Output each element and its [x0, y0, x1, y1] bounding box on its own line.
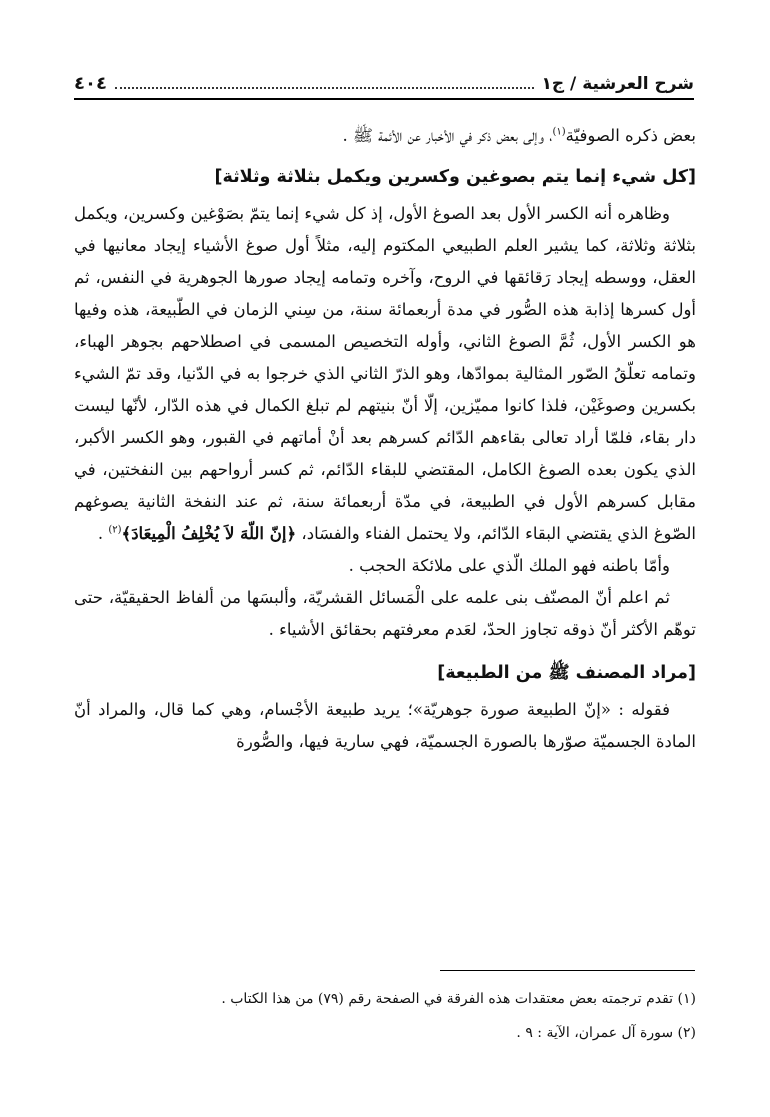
section-heading-2: [مراد المصنف ﷺ من الطبيعة]: [437, 663, 696, 683]
intro-text: بعض ذكره الصوفيّة: [565, 126, 696, 145]
quran-verse: ﴿إنّ اللّهَ لاَ يُخْلِفُ الْمِيعَادَ﴾: [121, 524, 297, 543]
body-text: وظاهره أنه الكسر الأول بعد الصوغ الأول، إذ كل شيء إنما يتمّ بصَوْغين وكسرين، ويكمل بثلاثة وثلاثة، كما يشير العلم الطبيعي المكتوم إليه، مثلاً أول صوغ الأشياء إيجاد معانيها في العقل، ووسطه إيجاد رَقائقها في الروح، وآخره وتمامه إيجاد صورها الجوهرية في النفس، ثم أول كسرها إذابة هذه الصُّور في مدة أربعمائة سنة، من سِني الزمان في الطّبيعة، هذه وفيها هو الكسر الأول، ثُمَّ الصوغ الثاني، وأوله التخصيص المسمى في اصطلاحهم بجوهر الهباء، وتمامه تعلّقُ الصّور المثالية بموادّها، وهو الذرّ الثاني الذي خرجوا به في الدّنيا، وقد تمّ الشيء بكسرين وصوغَيْن، فلذا كانوا مميّزين، إلّا أنّ بنيتهم لم تبلغ الكمال في هذه الدّار، لأنّها ليست دار بقاء، فلمّا أراد تعالى بقاءهم الدّائم كسرهم بعد أنْ أماتهم في القبور، وهو الكسر الأكبر، الذي يكون بعده الصوغ الكامل، المقتضي للبقاء الدّائم، ثم كسر أرواحهم بين النفختين، في مقابل كسرهم الأول في الطبيعة، في مدّة أربعمائة سنة، ثم عند النفخة الثانية يصوغهم الصّوغ الذي يقتضي البقاء الدّائم، ولا يحتمل الفناء والفسَاد،: [74, 204, 696, 543]
page-body: [74, 120, 696, 758]
header-leader-dots: [115, 87, 534, 89]
intro-text-cont: ، وإلى بعض ذكر في الأخبار عن الأئمة ﷺ .: [342, 126, 553, 145]
footnote-text: سورة آل عمران، الآية : ٩ .: [516, 1025, 674, 1041]
body-paragraph-4: فقوله : «إنّ الطبيعة صورة جوهريّة»؛ يريد طبيعة الأجْسام، وهي كما قال، والمراد أنّ المادة الجسميّة صوّرها بالصورة الجسميّة، فهي سارية فيها، والصُّورة: [74, 700, 696, 751]
footnote-ref-1: (١): [552, 126, 566, 138]
footnote-text: تقدم ترجمته بعض معتقدات هذه الفرقة في الصفحة رقم (٧٩) من هذا الكتاب .: [221, 991, 674, 1007]
footnote-ref-2: (٢): [108, 524, 122, 536]
running-title: شرح العرشية / ج١: [541, 74, 694, 94]
body-paragraph-3: ثم اعلم أنّ المصنّف بنى علمه على الْمَسائل القشريّة، وألبسَها من ألفاظ الحقيقيّة، حتى توهّم الأكثر أنّ ذوقه تجاوز الحدّ، لعَدم معرفتهم بحقائق الأشياء .: [74, 588, 696, 639]
footnote-2: [74, 1019, 696, 1047]
footnote-1: [74, 985, 696, 1013]
footnote-marker: (٢): [677, 1025, 696, 1041]
body-paragraph-1: [74, 198, 696, 550]
intro-paragraph: [74, 120, 696, 152]
page-number: ٤٠٤: [74, 73, 107, 94]
footnotes: [74, 985, 696, 1053]
footnote-separator: [440, 970, 695, 971]
body-paragraph-2: وأمّا باطنه فهو الملك الّذي على ملائكة الحجب .: [348, 556, 670, 575]
page-header: [74, 70, 694, 100]
footnote-marker: (١): [677, 991, 696, 1007]
paragraph-end: .: [97, 524, 109, 543]
section-heading-1: [كل شيء إنما يتم بصوغين وكسرين ويكمل بثلاثة وثلاثة]: [214, 167, 696, 187]
